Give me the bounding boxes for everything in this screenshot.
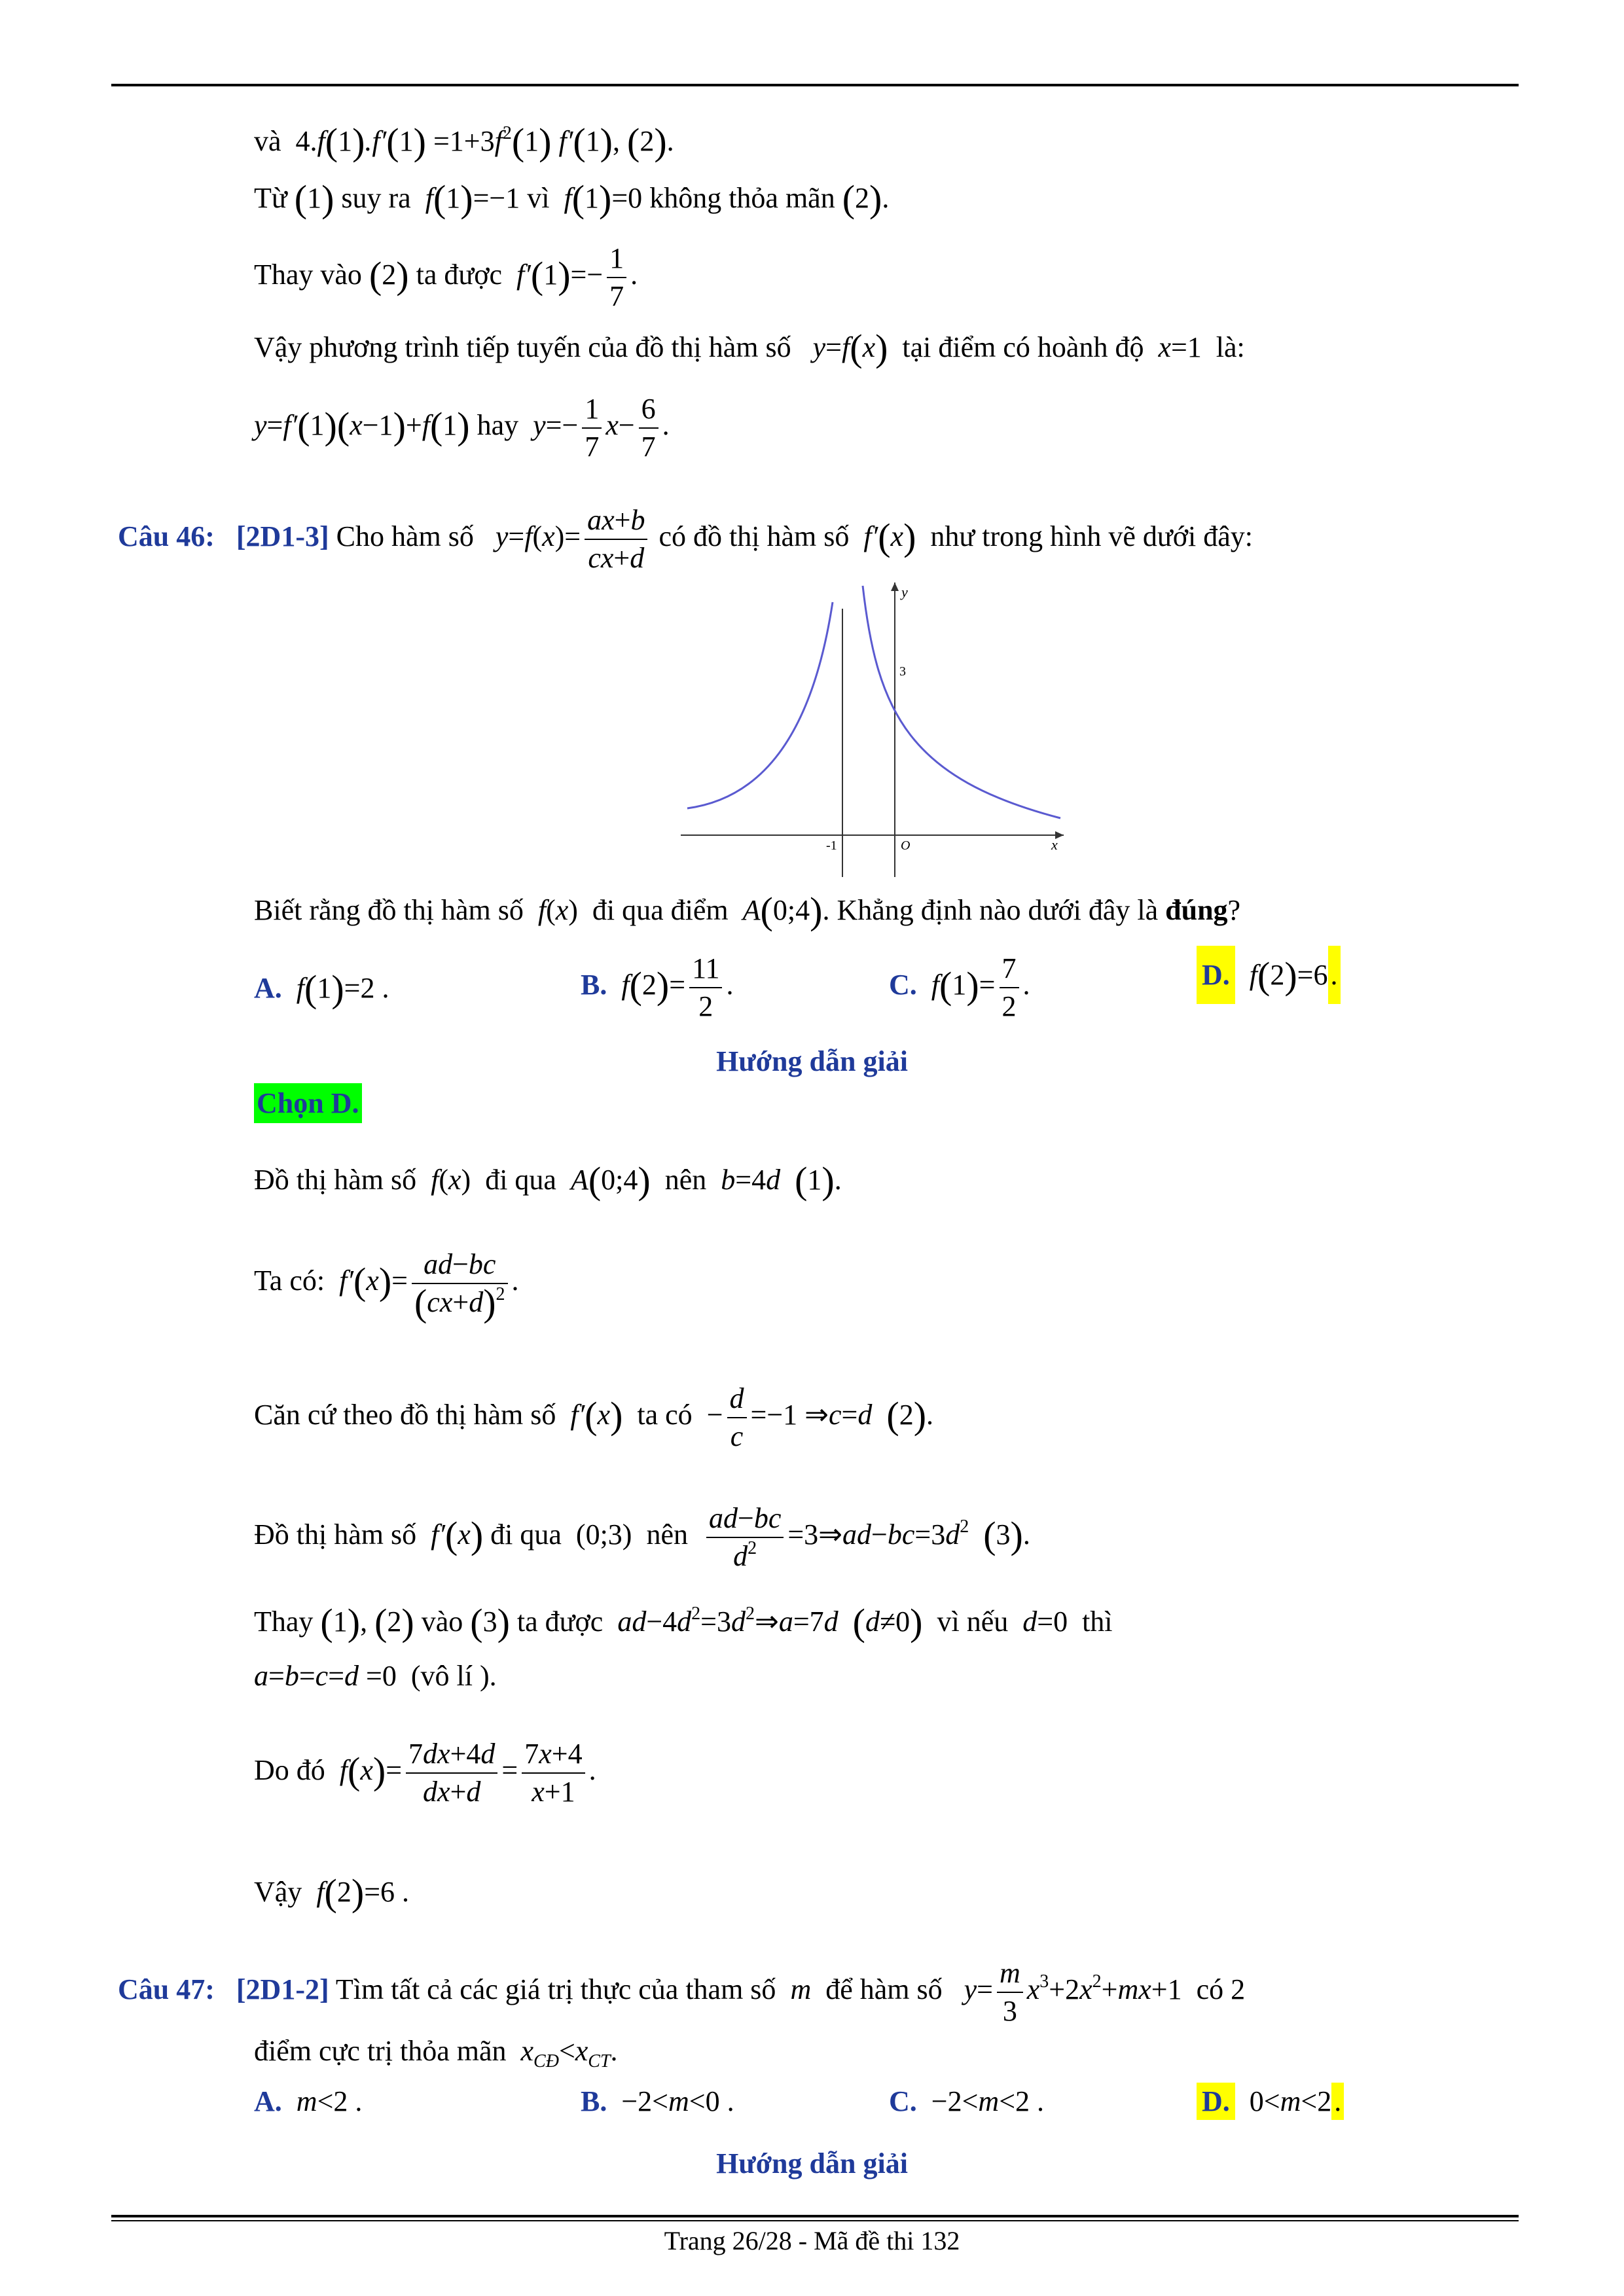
ref-1: (: [294, 177, 308, 220]
label-y: y: [901, 584, 908, 600]
s7a: Do đó: [254, 1754, 325, 1786]
s1-pointA: A(0;4): [563, 1159, 651, 1202]
q46-text3: như trong hình vẽ dưới đây:: [930, 520, 1253, 552]
q46-label: Câu 46:: [118, 520, 215, 552]
q47-option-c[interactable]: [889, 2083, 1044, 2120]
option-c-formula: −2<m<2 .: [931, 2085, 1045, 2117]
q46-text1: Cho hàm số: [336, 520, 474, 552]
option-d-formula: 0<m<2.: [1242, 2083, 1344, 2120]
option-letter: D.: [1197, 2083, 1235, 2120]
formula-x1: x=1: [1151, 331, 1202, 363]
q46-stmt1: Biết rằng đồ thị hàm số: [254, 894, 524, 926]
q46-step5: [254, 1601, 1113, 1643]
option-c-formula: f(1)= $\frac{7}{2}$ .: [924, 952, 1030, 1022]
text-va: và: [254, 125, 281, 157]
text-la: là:: [1216, 331, 1245, 363]
ref-2b: (2): [369, 254, 409, 296]
q47-text4: điểm cực trị thỏa mãn: [254, 2035, 507, 2067]
s5a: Thay: [254, 1605, 314, 1638]
s2-derivative: f′(x)= $\frac{ad-bc}{(cx+d)^2}$ .: [332, 1247, 519, 1324]
s3-eq: − $\frac{d}{c}$ =−1 ⇒c=d (2).: [706, 1382, 934, 1452]
formula-f1-zero: f(1)=0: [556, 177, 643, 220]
intro-line-2: Từ (1) suy ra f(1)=−1 vì f(1)=0 không thỏa mãn (2).: [254, 177, 890, 220]
intro-line-1: [254, 120, 674, 163]
text-khong-thoa: không thỏa mãn: [649, 182, 835, 214]
q46-tag: [2D1-3]: [236, 520, 329, 552]
s7-eq: f(x)= $\frac{7dx+4d}{dx+d}$ = $\frac{7x+4}{x+1}$ .: [332, 1737, 596, 1808]
q46-step1: [254, 1159, 842, 1202]
label-x: x: [1051, 836, 1058, 853]
s6-eq: a=b=c=d =0: [254, 1660, 397, 1692]
intro-line-3: [254, 236, 638, 314]
option-letter: D.: [1197, 946, 1235, 1004]
q47-label: Câu 47:: [118, 1973, 215, 2005]
option-a-formula: m<2 .: [289, 2085, 363, 2117]
curve-right-branch: [863, 586, 1060, 818]
q46-step4: [254, 1492, 1030, 1577]
s8-eq: f(2)=6 .: [309, 1871, 410, 1914]
label-origin: O: [901, 838, 911, 853]
q46-choose: [254, 1085, 362, 1122]
s4-eq: $\frac{ad-bc}{d^2}$ $=3\Rightarrow ad-bc=3d^2$ (3).: [695, 1518, 1030, 1551]
q47-guide-heading: Hướng dẫn giải: [716, 2147, 908, 2179]
formula-l1: $4.f(1).f'(1) =1+3f^2(1)$ f′(1), (2).: [295, 120, 674, 163]
text-tai-diem: tại điểm có hoành độ: [902, 331, 1144, 363]
s1-eq: b=4d (1).: [713, 1159, 842, 1202]
page-footer: Trang 26/28 - Mã đề thi 132: [664, 2226, 960, 2255]
text-tu: Từ: [254, 182, 287, 214]
s3b: ta có: [637, 1399, 693, 1431]
q46-step8: [254, 1871, 410, 1914]
q46-option-c[interactable]: [889, 946, 1030, 1024]
formula-tangent: y=f′(1)(x−1)+f(1): [254, 404, 470, 447]
q47-header: [118, 1950, 1245, 2029]
option-d-formula: f(2)=6.: [1242, 959, 1341, 991]
ref-2: (2).: [842, 177, 890, 220]
s4-point: (0;3): [568, 1518, 640, 1551]
q47-tag: [2D1-2]: [236, 1973, 329, 2005]
s1a: Đồ thị hàm số: [254, 1164, 417, 1196]
q46-formula-f: y=f(x)= $\frac{ax+b}{cx+d}$: [481, 520, 652, 552]
bottom-rule: [111, 2215, 1519, 2221]
curve-left-branch: [687, 602, 833, 808]
q47-function: y= $\frac{m}{3}$ $x^3+2x^2+mx+1$: [949, 1956, 1182, 2027]
q47-line2: [254, 2033, 618, 2070]
s6-text: (vô lí ).: [410, 1660, 497, 1692]
s1b: đi qua: [485, 1164, 556, 1196]
q47-text1: Tìm tất cả các giá trị thực của tham số: [335, 1973, 776, 2005]
s5-ref3: (3): [470, 1601, 510, 1643]
s5e: thì: [1082, 1605, 1113, 1638]
option-letter: B.: [581, 2085, 607, 2117]
q46-stmt2: đi qua điểm: [592, 894, 729, 926]
s5-d0: d=0: [1015, 1605, 1068, 1638]
s4b: đi qua: [490, 1518, 562, 1551]
choose-label: Chọn D.: [254, 1083, 362, 1123]
q47-option-d[interactable]: [1197, 2083, 1344, 2120]
s3a: Căn cứ theo đồ thị hàm số: [254, 1399, 556, 1431]
s5-eq: $ad-4d^2=3d^2\Rightarrow a=7d$ (d≠0): [610, 1601, 923, 1643]
q46-step6: [254, 1658, 497, 1695]
q46-text2: có đồ thị hàm số: [659, 520, 850, 552]
q47-condition: $x_{CĐ}<x_{CT}$.: [513, 2035, 618, 2072]
top-rule: [111, 84, 1519, 86]
text-ta-duoc: ta được: [416, 259, 502, 291]
s5b: vào: [421, 1605, 463, 1638]
option-letter: C.: [889, 2085, 917, 2117]
q46-step3: [254, 1372, 933, 1458]
s1-fx: f(x): [424, 1164, 471, 1196]
s1c: nên: [664, 1164, 707, 1196]
q46-pointA: A(0;4): [735, 889, 823, 932]
label-neg1: -1: [826, 838, 837, 853]
formula-f1-neg1: f(1)=−1: [418, 177, 520, 220]
intro-line-4: [254, 327, 1245, 369]
q47-text3: có 2: [1196, 1973, 1246, 2005]
formula-y-fx: y=f(x): [798, 327, 888, 369]
s3-fprime: f′(x): [563, 1394, 623, 1437]
s4a: Đồ thị hàm số: [254, 1518, 417, 1551]
y-axis-arrow: [891, 583, 899, 591]
s2a: Ta có:: [254, 1265, 325, 1297]
q46-option-a[interactable]: [254, 967, 389, 1010]
q46-option-d[interactable]: [1197, 954, 1341, 997]
s5-refs: (1), (2): [320, 1601, 414, 1643]
q47-m: m: [783, 1973, 819, 2005]
text-suy-ra: suy ra: [341, 182, 411, 214]
s5d: vì nếu: [937, 1605, 1009, 1638]
option-letter: A.: [254, 2085, 282, 2117]
q46-option-b[interactable]: [581, 946, 733, 1024]
q46-statement: [254, 889, 1241, 932]
q47-text2: để hàm số: [825, 1973, 943, 2005]
q46-stmt-end: ?: [1227, 894, 1241, 926]
s5c: ta được: [516, 1605, 604, 1638]
text-hay: hay: [477, 409, 519, 441]
option-a-formula: f(1)=2 .: [289, 967, 389, 1010]
option-letter: B.: [581, 969, 607, 1001]
q46-header: [118, 497, 1253, 576]
option-b-formula: −2<m<0 .: [621, 2085, 734, 2117]
option-letter: C.: [889, 969, 917, 1001]
q47-option-a[interactable]: [254, 2083, 362, 2120]
s4c: nên: [646, 1518, 688, 1551]
s4-fprime: f′(x): [424, 1514, 484, 1556]
intro-line-5: [254, 386, 670, 465]
q46-step2: [254, 1238, 519, 1323]
q46-stmt-bold: đúng: [1165, 894, 1228, 926]
text-thay-vao: Thay vào: [254, 259, 362, 291]
q47-option-b[interactable]: [581, 2083, 734, 2120]
derivative-graph: [681, 583, 1067, 884]
q46-stmt3: . Khẳng định nào dưới đây là: [822, 894, 1159, 926]
option-letter: A.: [254, 972, 282, 1004]
option-b-formula: f(2)= $\frac{11}{2}$ .: [614, 952, 734, 1022]
s8a: Vậy: [254, 1876, 302, 1908]
formula-tangent-result: y=− $\frac{1}{7}$ x− $\frac{6}{7}$ .: [526, 392, 670, 463]
q46-guide-heading: Hướng dẫn giải: [716, 1045, 908, 1077]
q46-step7: [254, 1728, 596, 1813]
q46-formula-fprime: f′(x): [856, 516, 916, 558]
text-vay-pttt: Vậy phương trình tiếp tuyến của đồ thị hàm số: [254, 331, 791, 363]
text-vi: vì: [527, 182, 550, 214]
label-three: 3: [899, 664, 906, 679]
formula-fprime1: f′(1)=− $\frac{1}{7}$ .: [509, 242, 638, 312]
q46-fx: f(x): [530, 894, 578, 926]
